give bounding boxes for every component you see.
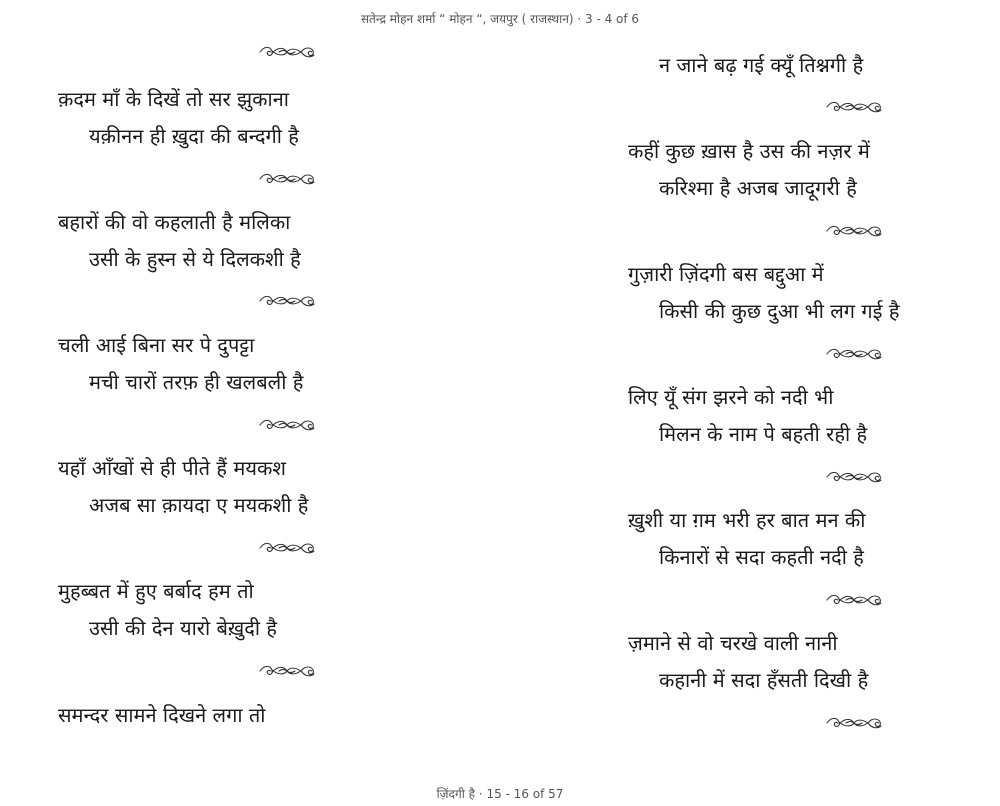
ornament-icon [825,714,883,732]
verse-line: कहानी में सदा हँसती दिखी है [659,668,869,692]
ornament-icon [825,98,883,116]
verse-line: मिलन के नाम पे बहती रही है [659,422,868,446]
verse-line: उसी के हुस्न से ये दिलकशी है [89,247,301,271]
verse-line: यहाँ आँखों से ही पीते हैं मयकश [58,456,286,480]
verse-line: चली आई बिना सर पे दुपट्टा [58,333,255,357]
ornament-icon [825,468,883,486]
page-header: सतेन्द्र मोहन शर्मा “ मोहन “, जयपुर ( राजस्थान) · 3 - 4 of 6 [360,12,640,26]
verse-line: उसी की देन यारो बेख़ुदी है [89,616,278,640]
ornament-icon [258,43,316,61]
verse-line: ख़ुशी या ग़म भरी हर बात मन की [628,508,866,532]
right-column [628,0,988,780]
ornament-icon [825,591,883,609]
verse-line: न जाने बढ़ गई क्यूँ तिश्नगी है [659,53,864,77]
ornament-icon [258,539,316,557]
verse-line: यक़ीनन ही ख़ुदा की बन्दगी है [89,124,299,148]
verse-line: मची चारों तरफ़ ही खलबली है [89,370,304,394]
left-column [58,0,498,780]
verse-line: करिश्मा है अजब जादूगरी है [659,176,857,200]
verse-line: अजब सा क़ायदा ए मयकशी है [89,493,309,517]
verse-line: मुहब्बत में हुए बर्बाद हम तो [58,579,254,603]
verse-line: ज़माने से वो चरखे वाली नानी [628,631,838,655]
ornament-icon [258,170,316,188]
verse-line: गुज़ारी ज़िंदगी बस बद्दुआ में [628,262,824,286]
verse-line: क़दम माँ के दिखें तो सर झुकाना [58,87,289,111]
ornament-icon [258,292,316,310]
ornament-icon [825,222,883,240]
verse-line: समन्दर सामने दिखने लगा तो [58,703,266,727]
ornament-icon [258,416,316,434]
ornament-icon [825,345,883,363]
verse-line: किसी की कुछ दुआ भी लग गई है [659,299,900,323]
verse-line: किनारों से सदा कहती नदी है [659,545,864,569]
verse-line: कहीं कुछ ख़ास है उस की नज़र में [628,139,870,163]
page-footer: ज़िंदगी है · 15 - 16 of 57 [436,787,564,801]
verse-line: लिए यूँ संग झरने को नदी भी [628,385,834,409]
verse-line: बहारों की वो कहलाती है मलिका [58,210,291,234]
ornament-icon [258,662,316,680]
